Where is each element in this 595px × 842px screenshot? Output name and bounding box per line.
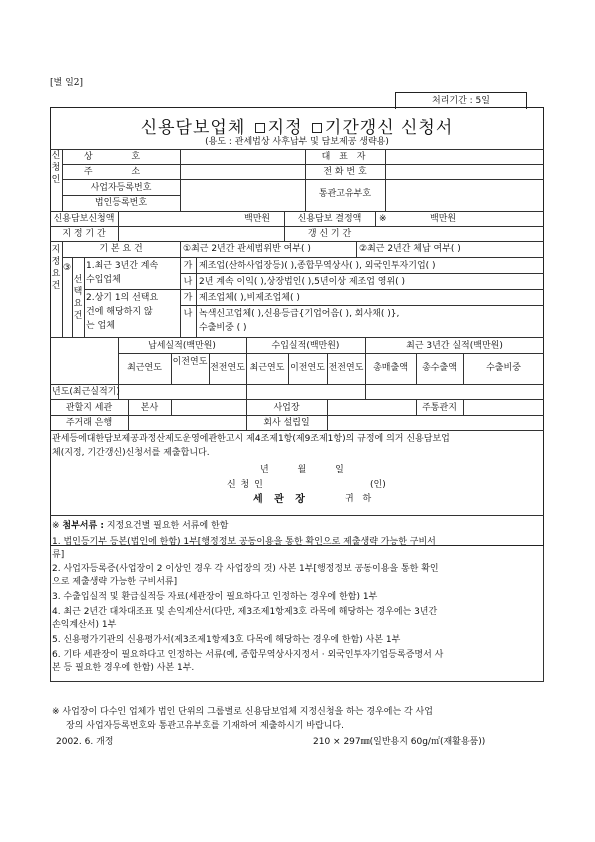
- sel2-na-text-a: 녹색신고업체( ),신용등급{기업어음( ), 회사채( )},: [199, 309, 400, 319]
- attachment-3: 3. 수출입실적 및 환급실적등 자료(세관장이 필요하다고 인정하는 경우에 한함) 1부: [52, 592, 378, 602]
- attachment-4a: 4. 최근 2년간 대차대조표 및 손익계산서(다만, 제3조제1항제3호 라목에 해당하는 경우에는 3년간: [52, 607, 438, 617]
- footnote-line-1: ※ 사업장이 다수인 업체가 법인 단위의 그룹별로 신용담보업체 지정신청을 하는 경우에는 각 사업: [52, 707, 433, 717]
- attachment-1b: 류]: [52, 550, 65, 560]
- applicant-side-label: 신청인: [51, 151, 61, 185]
- sel1-ga-text: 제조업(산하사업장등)( ),종합무역상사( ), 외국인투자기업( ): [199, 261, 436, 271]
- selective-2-label-b: 건에 해당하지 않: [86, 307, 153, 317]
- sel1-ga-marker: 가: [183, 261, 193, 271]
- title-part-1: 신용담보업체: [140, 118, 246, 138]
- import-prev-year: 이전연도: [290, 363, 325, 373]
- customs-code-label: 통관고유부호: [318, 189, 372, 199]
- total-export-header: 총수출액: [422, 363, 457, 373]
- revision-note: 2002. 6. 개정: [56, 737, 114, 747]
- head-office-label: 본사: [140, 403, 159, 413]
- tax-prev-year: 이전연도: [172, 357, 208, 367]
- declaration-line-1: 관세등에대한담보제공과정산제도운영에관한고시 제4조제1항(제9조제1항)의 규정에 의거 신용담보업: [52, 434, 450, 444]
- renewal-period-label: 갱 신 기 간: [307, 229, 352, 239]
- rep-label: 대 표 자: [321, 152, 369, 162]
- sel1-na-marker: 나: [183, 277, 193, 287]
- attachment-6b: 본 등 필요한 경우에 한함) 사본 1부.: [52, 663, 195, 673]
- checkbox-designation[interactable]: [255, 123, 265, 133]
- sel2-ga-marker: 가: [183, 293, 193, 303]
- selective-1-label-a: 1.최근 3년간 계속: [86, 261, 159, 271]
- recipient: 세 관 장: [253, 494, 305, 505]
- attachment-2a: 2. 사업자등록증(사업장이 2 이상인 경우 각 사업장의 것) 사본 1부[행정정보 공동이용을 통한 확인: [52, 564, 439, 574]
- founded-date-label: 회사 설립일: [263, 418, 310, 428]
- declaration-line-2: 체(지정, 기간갱신)신청서를 제출합니다.: [52, 448, 210, 458]
- recent-performance-header: 최근 3년간 실적(백만원): [406, 341, 503, 351]
- attachments-heading-bold: 첨부서류 :: [62, 521, 104, 531]
- sel1-na-text: 2년 계속 이익( ),상장법인( ),5년이상 제조업 영위( ): [199, 277, 406, 287]
- apply-amount-label: 신용담보신청액: [53, 214, 115, 224]
- basic-requirement-1: ①최근 2년간 관세범위반 여부( ): [183, 244, 311, 254]
- declaration-applicant: 신 청 인: [227, 480, 264, 490]
- company-label: 상 호: [83, 152, 159, 162]
- attachment-6a: 6. 기타 세관장이 필요하다고 인정하는 서류(예, 종합무역상사지정서 · 외국인투자기업등록증명서 사: [52, 650, 444, 660]
- declaration-seal: (인): [370, 480, 386, 490]
- sel2-na-text-b: 수출비중 ( ): [199, 323, 247, 333]
- corpreg-label: 법인등록번호: [94, 198, 148, 208]
- form-label: [별 일2]: [50, 78, 83, 88]
- apply-amount-unit: 백만원: [244, 214, 271, 224]
- phone-label: 전 화 번 호: [323, 167, 367, 177]
- checkbox-renewal[interactable]: [312, 123, 322, 133]
- attachment-4b: 손익계산서) 1부: [52, 620, 117, 630]
- paper-spec: 210 × 297㎜(일반용지 60g/㎡(재활용품)): [313, 737, 486, 747]
- basic-requirement-label: 기 본 요 건: [99, 244, 143, 254]
- attachment-2b: 으로 제출생략 가능한 구비서류]: [52, 577, 178, 587]
- attachment-5: 5. 신용평가기관의 신용평가서(제3조제1항제3호 다목에 해당하는 경우에 한함) 사본 1부: [52, 635, 401, 645]
- decision-mark: ※: [379, 214, 387, 224]
- tax-recent-year: 최근연도: [127, 363, 162, 373]
- selective-1-label-b: 수입업체: [86, 275, 121, 285]
- selective-2-label-c: 는 업체: [86, 321, 115, 331]
- requirements-side-label: 지정요건: [51, 245, 61, 291]
- bizreg-label: 사업자등록번호: [90, 183, 152, 193]
- attachments-heading-rest: 지정요건별 필요한 서류에 한함: [106, 521, 229, 531]
- selective-2-label-a: 2.상기 1의 선택요: [86, 293, 159, 303]
- form-subtitle: (용도 : 관세법상 사후납부 및 담보제공 생략용): [205, 137, 389, 147]
- total-sales-header: 총매출액: [373, 363, 408, 373]
- selective-side-label: 선택요건: [73, 275, 83, 321]
- attachments-mark: ※: [52, 521, 60, 531]
- decision-amount-unit: 백만원: [430, 214, 457, 224]
- import-recent-year: 최근연도: [249, 363, 285, 373]
- title-part-2: 지정: [267, 118, 303, 138]
- main-customs-label: 주통관지: [422, 403, 457, 413]
- decision-amount-label: 신용담보 결정액: [297, 214, 362, 224]
- title-part-3: 기간갱신 신청서: [324, 118, 454, 138]
- export-ratio-header: 수출비중: [486, 363, 521, 373]
- declaration-date: 년 월 일: [260, 465, 344, 475]
- attachment-1a: 1. 법인등기부 등본(법인에 한함) 1부[행정정보 공동이용을 통한 확인으로 제출생략 가능한 구비서: [52, 537, 436, 547]
- address-label: 주 소: [83, 167, 159, 177]
- tax-performance-header: 납세실적(백만원): [148, 341, 216, 351]
- footnote-line-2: 장의 사업자등록번호와 통관고유부호를 기재하여 제출하시기 바랍니다.: [66, 721, 344, 731]
- recipient-suffix: 귀 하: [345, 494, 372, 504]
- basic-requirement-2: ②최근 2년간 체납 여부( ): [359, 244, 461, 254]
- import-before-prev-year: 전전연도: [328, 363, 364, 373]
- business-site-label: 사업장: [273, 403, 300, 413]
- selective-number: ③: [62, 263, 72, 273]
- sel2-na-marker: 나: [183, 309, 193, 319]
- processing-period: 처리기간 : 5일: [395, 92, 527, 109]
- year-row-label: 년도(최근실적기): [52, 387, 120, 397]
- tax-before-prev-year: 전전연도: [210, 363, 245, 373]
- customs-office-label: 관할지 세관: [65, 403, 113, 413]
- import-performance-header: 수입실적(백만원): [271, 341, 340, 351]
- main-bank-label: 주거래 은행: [65, 418, 113, 428]
- attachments-heading: [52, 520, 542, 533]
- sel2-ga-text: 제조업체( ),비제조업체( ): [199, 293, 300, 303]
- designation-period-label: 지 정 기 간: [62, 229, 106, 239]
